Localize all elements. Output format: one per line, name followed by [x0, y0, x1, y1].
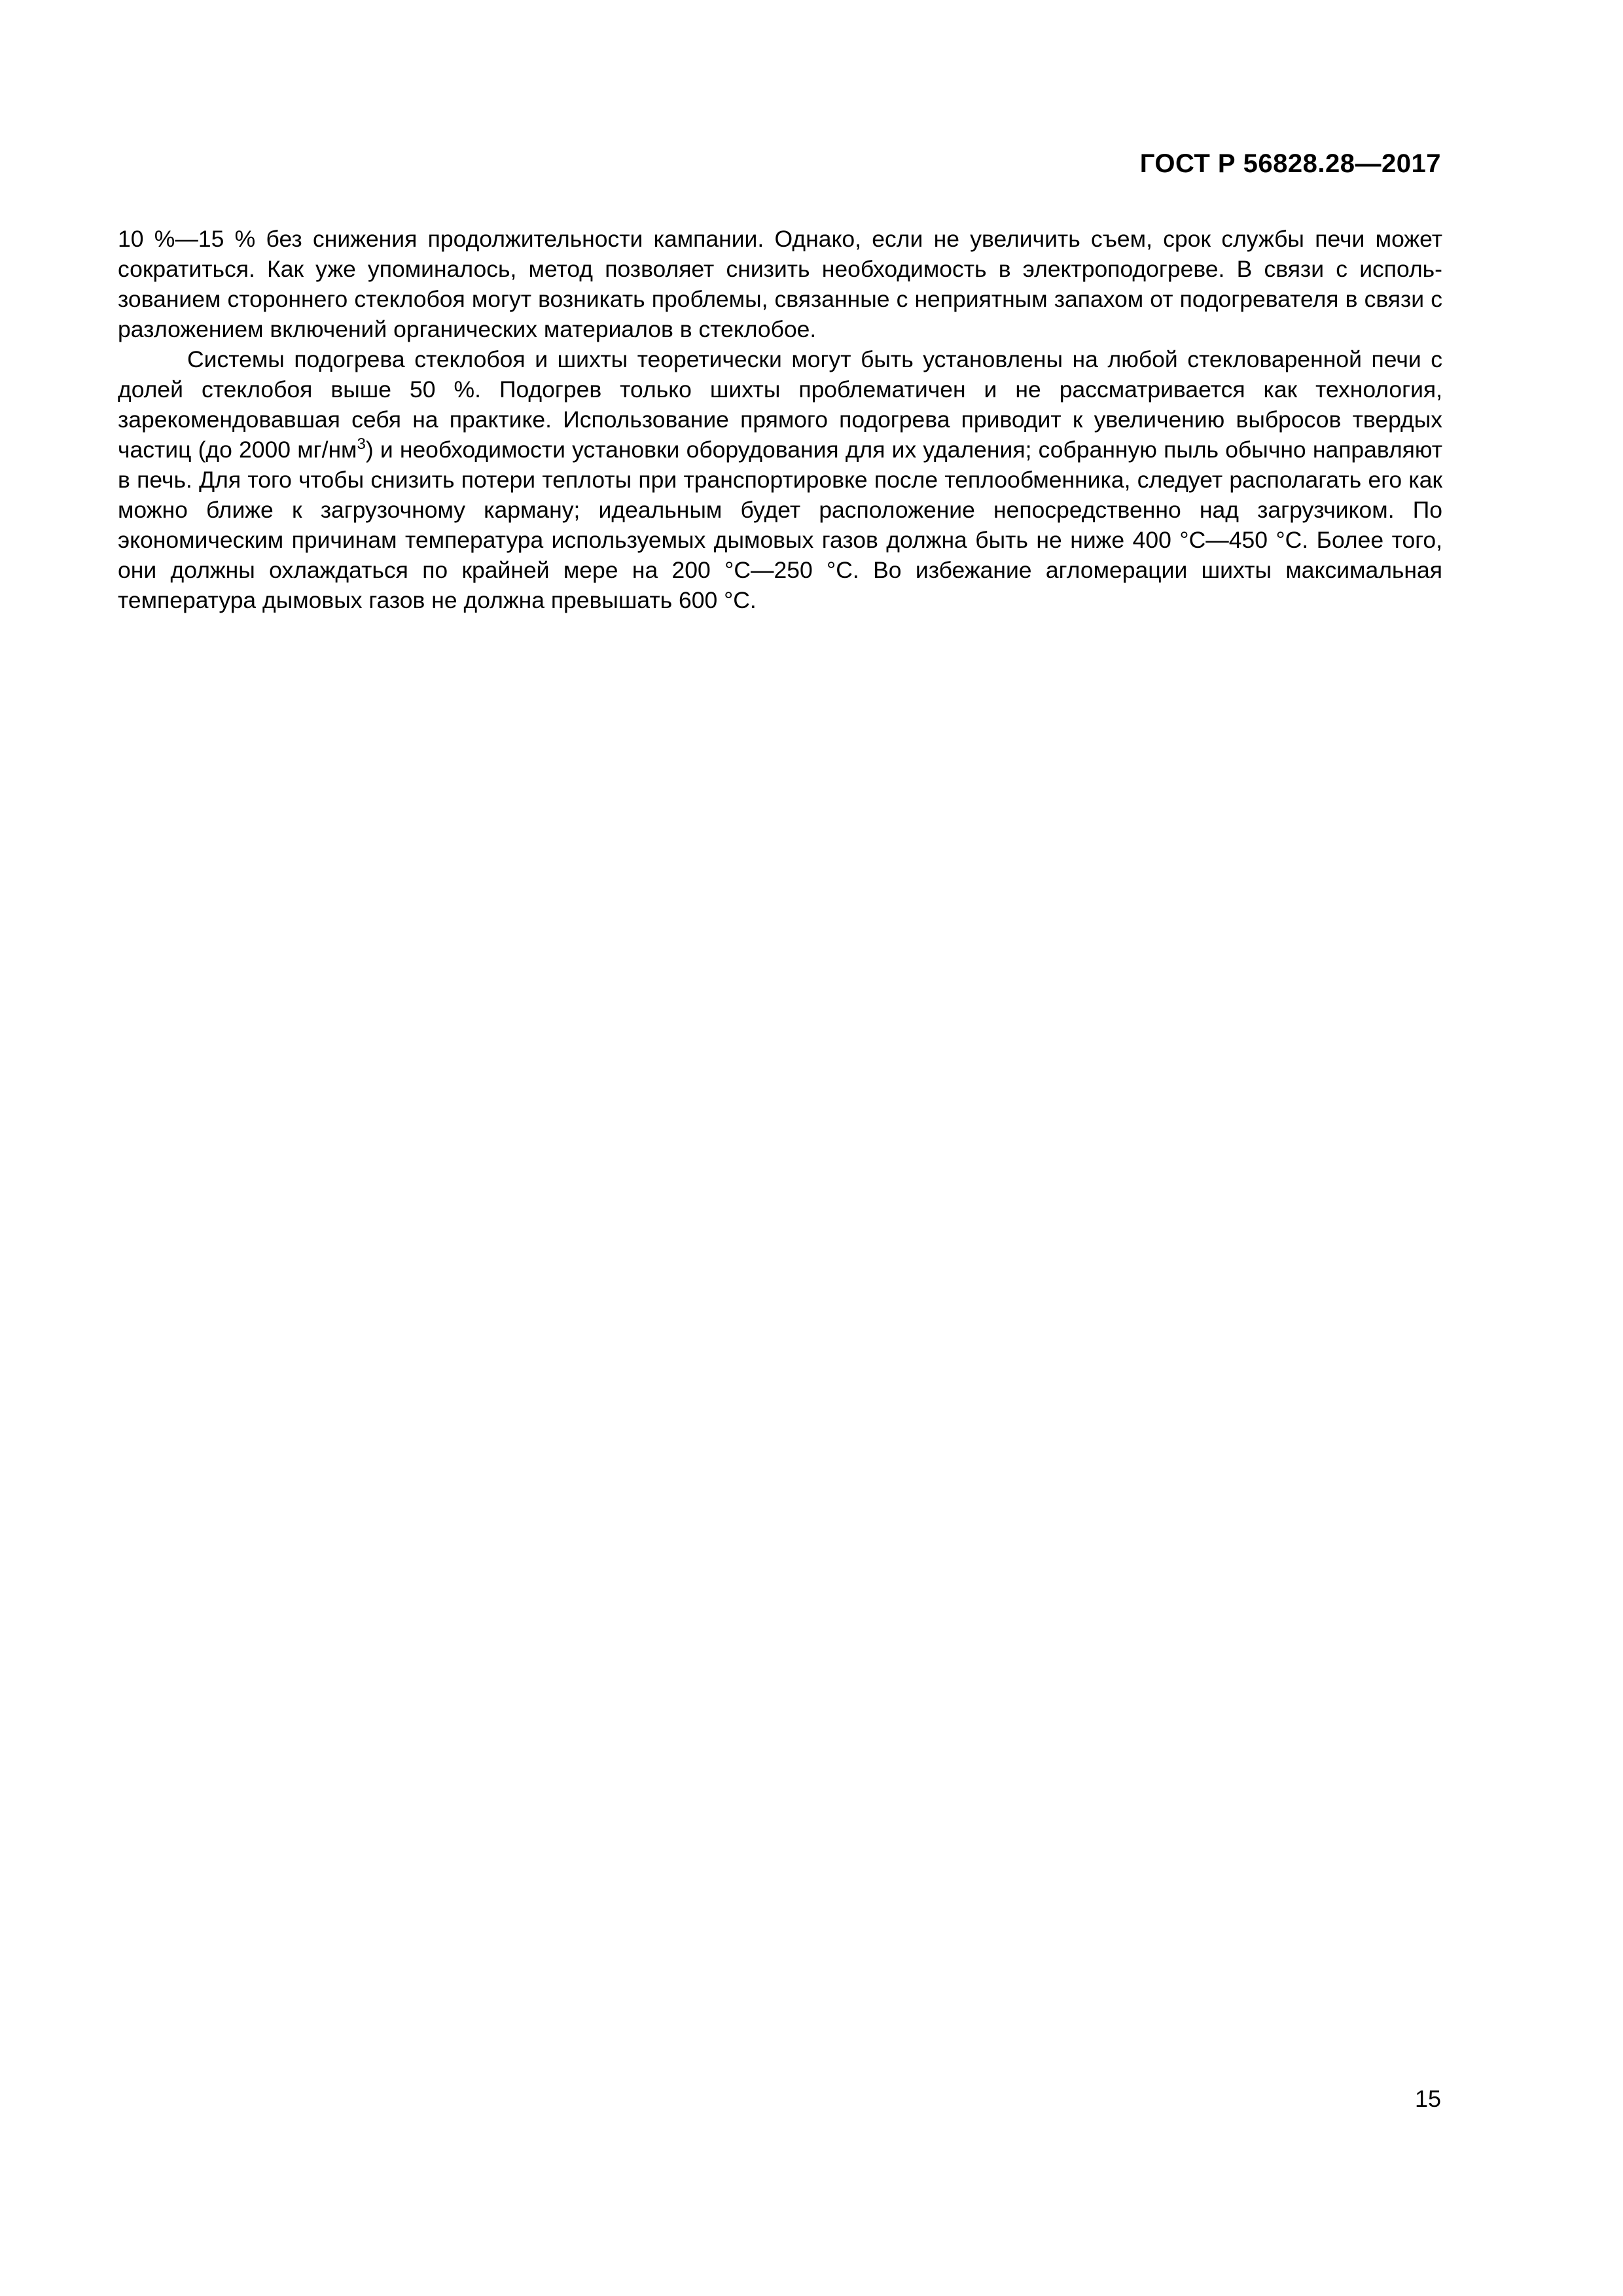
paragraph-continuation: 10 %—15 % без снижения продолжительности кампании. Однако, если не увеличить съем, срок службы печи может сократиться. Как уже упоминалось, метод позволяет снизить необходимость в электроподогреве. В связи с использованием стороннего стеклобоя могут возникать проблемы, связанные с неприятным запахом от подогревателя в связи с разложением включений органических материалов в стеклобое. [118, 226, 1442, 342]
standard-code-header: ГОСТ Р 56828.28—2017 [1139, 149, 1441, 178]
paragraph-text-after-superscript: ) и необходимости установки оборудования для их удаления; собранную пыль обычно направляют в печь. Для того чтобы снизить потери теплоты при транспортировке после теплообменника, следует располагать его как можно ближе к загрузочному карману; идеальным будет расположение непосредственно над загрузчиком. По экономическим причинам температура используемых дымовых газов должна быть не ниже 400 °С—450 °С. Более того, они должны охлаждаться по крайней мере на 200 °С—250 °С. Во избежание агломерации шихты максимальная температура дымовых газов не должна превышать 600 °С. [118, 437, 1442, 613]
paragraph-text-before-superscript: Системы подогрева стеклобоя и шихты теоретически могут быть установлены на любой стекловаренной печи с долей стеклобоя выше 50 %. Подогрев только шихты проблематичен и не рассматривается как технология, зарекомендовавшая себя на практике. Использование прямого подогрева приводит к увеличению выбросов твердых частиц (до 2000 мг/нм [118, 346, 1442, 463]
page-number: 15 [1414, 2085, 1441, 2112]
superscript-cubic: 3 [357, 435, 366, 453]
body-text [118, 224, 1442, 615]
paragraph-preheating-systems [118, 344, 1442, 615]
